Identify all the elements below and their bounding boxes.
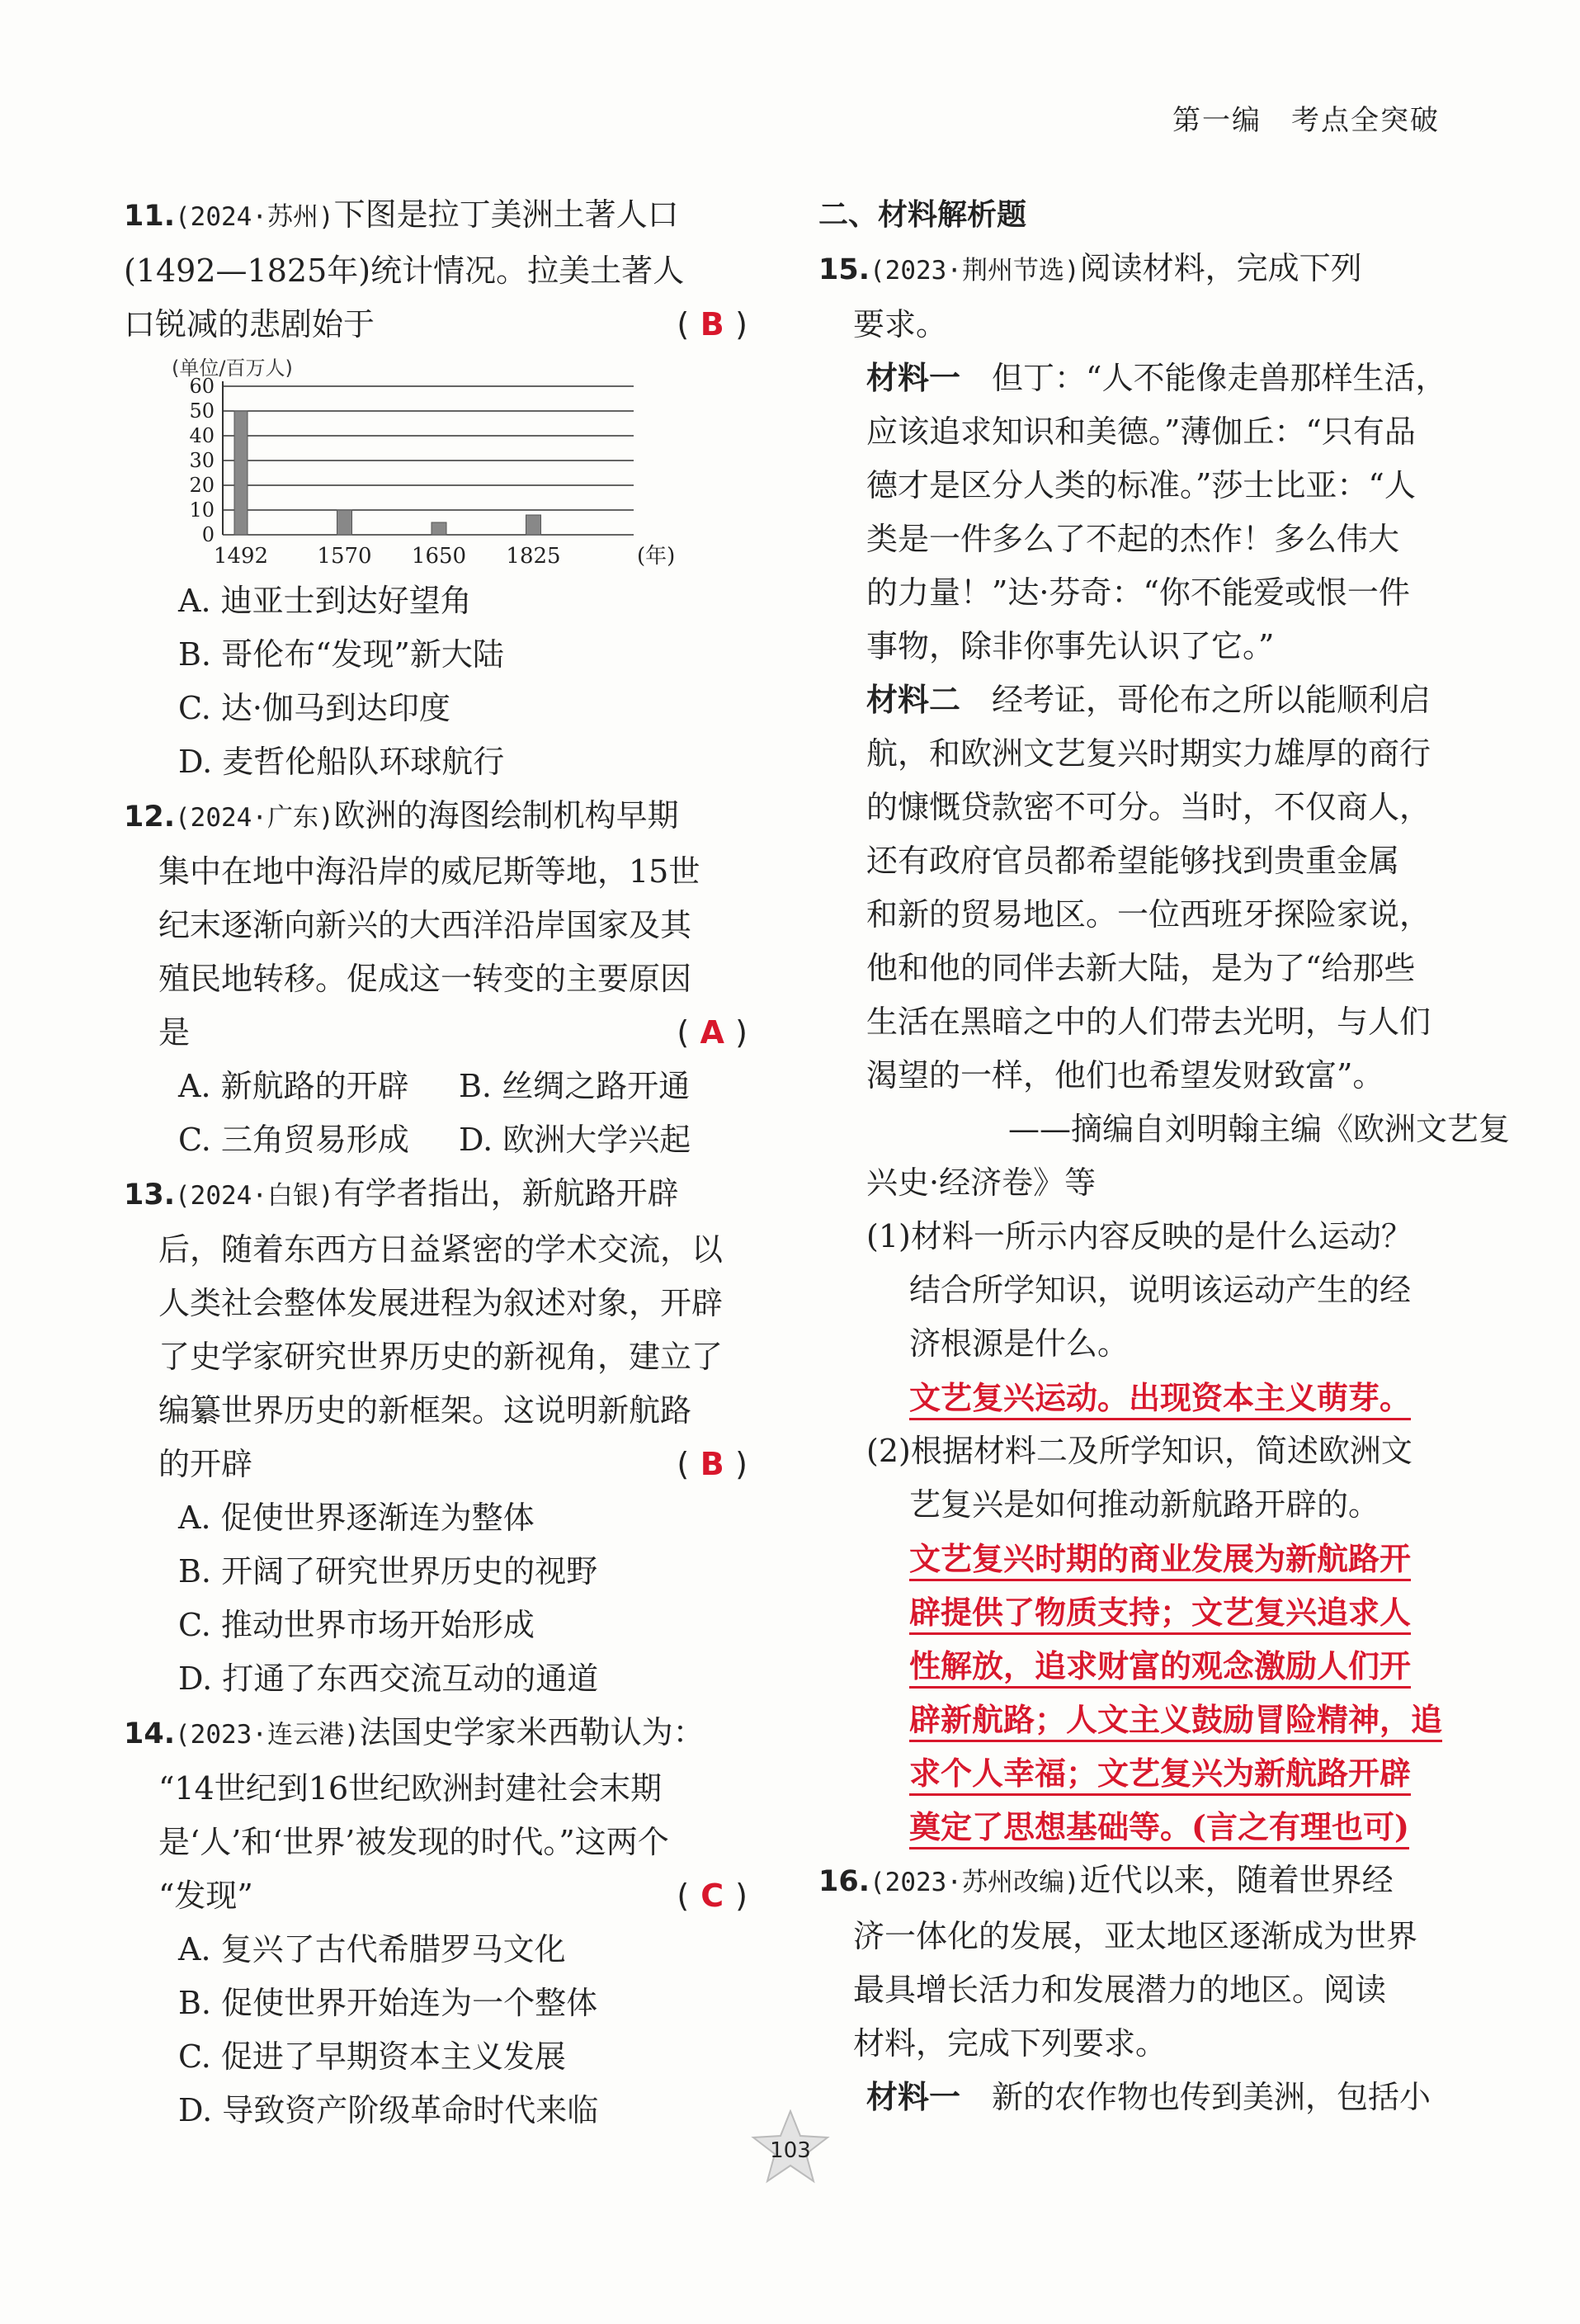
option: D. 麦哲伦船队环球航行 [178,744,505,780]
question-number: 16. [818,1865,870,1898]
material-text: 新的农作物也传到美洲，包括小 [992,2079,1431,2115]
material-text: 的慷慨贷款密不可分。当时，不仅商人， [866,789,1431,825]
question-text: 后，随着东西方日益紧密的学术交流，以 [158,1231,724,1268]
material-text: 德才是区分人类的标准。”莎士比亚：“人 [866,467,1416,503]
y-tick-label: 50 [189,399,215,423]
option: A. 促使世界逐渐连为整体 [178,1500,535,1536]
y-tick-label: 40 [189,424,215,447]
option: C. 达·伽马到达印度 [178,690,450,726]
question-11 [124,188,751,789]
answer-text: 辟新航路；人文主义鼓励冒险精神，追 [909,1701,1442,1742]
answer-letter: C [700,1878,724,1914]
answer-text: 奠定了思想基础等。(言之有理也可) [909,1808,1409,1849]
sub-question: 济根源是什么。 [909,1325,1130,1362]
question-source: (2024·广东) [175,803,334,833]
answer-text: 文艺复兴运动。出现资本主义萌芽。 [909,1379,1411,1420]
question-text: 下图是拉丁美洲土著人口 [333,196,679,233]
question-text: 口锐减的悲剧始于 [124,306,375,342]
question-text: 纪末逐渐向新兴的大西洋沿岸国家及其 [158,907,692,943]
question-source: (2024·白银) [175,1181,334,1211]
right-column [818,188,1511,2124]
material-text: 和新的贸易地区。一位西班牙探险家说， [866,896,1431,933]
sub-question: 结合所学知识，说明该运动产生的经 [909,1272,1412,1308]
option: D. 欧洲大学兴起 [459,1122,691,1158]
answer-letter: B [700,1446,724,1482]
section-title: 二、材料解析题 [818,198,1027,232]
question-source: (2023·苏州改编) [870,1868,1080,1897]
option: D. 打通了东西交流互动的通道 [178,1660,599,1697]
question-text: 要求。 [853,306,948,342]
question-text: 近代以来，随着世界经 [1079,1862,1394,1898]
answer-bracket: ( B ) [677,1438,748,1491]
bar-1570 [337,510,352,535]
question-text: 最具增长活力和发展潜力的地区。阅读 [853,1972,1387,2008]
question-text: 集中在地中海沿岸的威尼斯等地，15世 [158,853,700,890]
material-text: 航，和欧洲文艺复兴时期实力雄厚的商行 [866,735,1431,772]
material-text: 生活在黑暗之中的人们带去光明，与人们 [866,1004,1431,1040]
question-source: (2023·连云港) [175,1720,360,1750]
question-text: 是 [158,1014,191,1051]
question-13 [124,1167,751,1706]
option: A. 复兴了古代希腊罗马文化 [178,1931,566,1967]
question-text: (1492—1825年)统计情况。拉美土著人 [124,253,685,289]
answer-bracket: ( C ) [677,1869,748,1923]
material-label: 材料一 [866,360,961,396]
option: B. 哥伦布“发现”新大陆 [178,636,504,673]
question-text: 材料，完成下列要求。 [853,2025,1167,2062]
x-tick-label: 1570 [317,544,372,569]
population-bar-chart [172,352,751,574]
page-number: 103 [770,2138,811,2163]
question-text: 有学者指出，新航路开辟 [333,1175,679,1212]
question-text: “发现” [158,1878,253,1914]
bar-1825 [526,515,541,535]
material-text: 应该追求知识和美德。”薄伽丘：“只有品 [866,413,1416,450]
question-text: “14世纪到16世纪欧洲封建社会末期 [158,1770,663,1807]
x-axis-label: (年) [637,544,676,569]
question-text: 殖民地转移。促成这一转变的主要原因 [158,961,692,997]
page-number-badge [751,2109,830,2184]
answer-letter: A [700,1014,724,1051]
answer-text: 文艺复兴时期的商业发展为新航路开 [909,1540,1411,1581]
material-text: 事物，除非你事先认识了它。” [866,628,1275,664]
material-text: 但丁：“人不能像走兽那样生活， [992,360,1447,396]
option: B. 开阔了研究世界历史的视野 [178,1553,598,1589]
question-number: 12. [124,801,176,834]
question-number: 11. [124,200,176,233]
question-number: 14. [124,1717,176,1750]
sub-question: (1)材料一所示内容反映的是什么运动？ [866,1218,1413,1254]
question-source: (2024·苏州) [175,202,334,232]
question-12 [124,789,751,1167]
answer-bracket: ( A ) [677,1006,748,1060]
answer-text: 辟提供了物质支持；文艺复兴追求人 [909,1594,1411,1635]
option: B. 促使世界开始连为一个整体 [178,1985,598,2021]
material-text: 的力量！”达·芬奇：“你不能爱或恨一件 [866,574,1410,611]
material-text: 还有政府官员都希望能够找到贵重金属 [866,843,1400,879]
option: A. 迪亚士到达好望角 [178,583,472,619]
chart-unit-label: (单位/百万人) [172,357,293,380]
y-tick-label: 30 [189,449,215,472]
question-text: 济一体化的发展，亚太地区逐渐成为世界 [853,1918,1418,1954]
question-text: 法国史学家米西勒认为： [359,1714,705,1750]
option: D. 导致资产阶级革命时代来临 [178,2092,599,2128]
material-text: 经考证，哥伦布之所以能顺利启 [992,682,1431,718]
bar-1492 [234,411,248,535]
question-text: 是‘人’和‘世界’被发现的时代。”这两个 [158,1824,669,1860]
citation: ——摘编自刘明翰主编《欧洲文艺复 [1008,1111,1511,1147]
question-text: 人类社会整体发展进程为叙述对象，开辟 [158,1285,724,1321]
y-tick-label: 60 [189,375,215,398]
x-tick-label: 1650 [411,544,467,569]
option: C. 三角贸易形成 [178,1122,409,1158]
question-text: 了史学家研究世界历史的新视角，建立了 [158,1339,724,1375]
question-15 [818,242,1511,1854]
material-label: 材料一 [866,2079,961,2115]
citation: 兴史·经济卷》等 [866,1164,1097,1201]
chart-svg [172,352,683,574]
bar-1650 [432,522,446,535]
material-text: 他和他的同伴去新大陆，是为了“给那些 [866,950,1416,986]
answer-letter: B [700,306,724,342]
option: C. 促进了早期资本主义发展 [178,2038,566,2075]
sub-question: (2)根据材料二及所学知识，简述欧洲文 [866,1433,1413,1469]
answer-bracket: ( B ) [677,298,748,352]
x-tick-label: 1825 [506,544,561,569]
question-text: 编纂世界历史的新框架。这说明新航路 [158,1392,692,1429]
option: B. 丝绸之路开通 [459,1068,691,1104]
y-tick-label: 0 [201,523,215,546]
question-number: 13. [124,1179,176,1212]
question-16 [818,1854,1444,2124]
question-source: (2023·荆州节选) [870,256,1080,286]
question-text: 阅读材料，完成下列 [1079,250,1362,286]
page-header: 第一编 考点全突破 [1172,104,1440,137]
material-text: 类是一件多么了不起的杰作！多么伟大 [866,521,1400,557]
y-tick-label: 10 [189,498,215,522]
question-number: 15. [818,253,870,286]
option: A. 新航路的开辟 [178,1068,409,1104]
question-text: 欧洲的海图绘制机构早期 [333,797,679,834]
question-14 [124,1706,751,2137]
material-text: 渴望的一样，他们也希望发财致富”。 [866,1057,1384,1094]
question-text: 的开辟 [158,1446,253,1482]
x-tick-label: 1492 [213,544,269,569]
material-label: 材料二 [866,682,961,718]
left-column [124,188,751,2137]
answer-text: 求个人幸福；文艺复兴为新航路开辟 [909,1755,1411,1796]
y-tick-label: 20 [189,474,215,497]
option: C. 推动世界市场开始形成 [178,1607,535,1643]
sub-question: 艺复兴是如何推动新航路开辟的。 [909,1486,1380,1523]
answer-text: 性解放，追求财富的观念激励人们开 [909,1647,1411,1689]
